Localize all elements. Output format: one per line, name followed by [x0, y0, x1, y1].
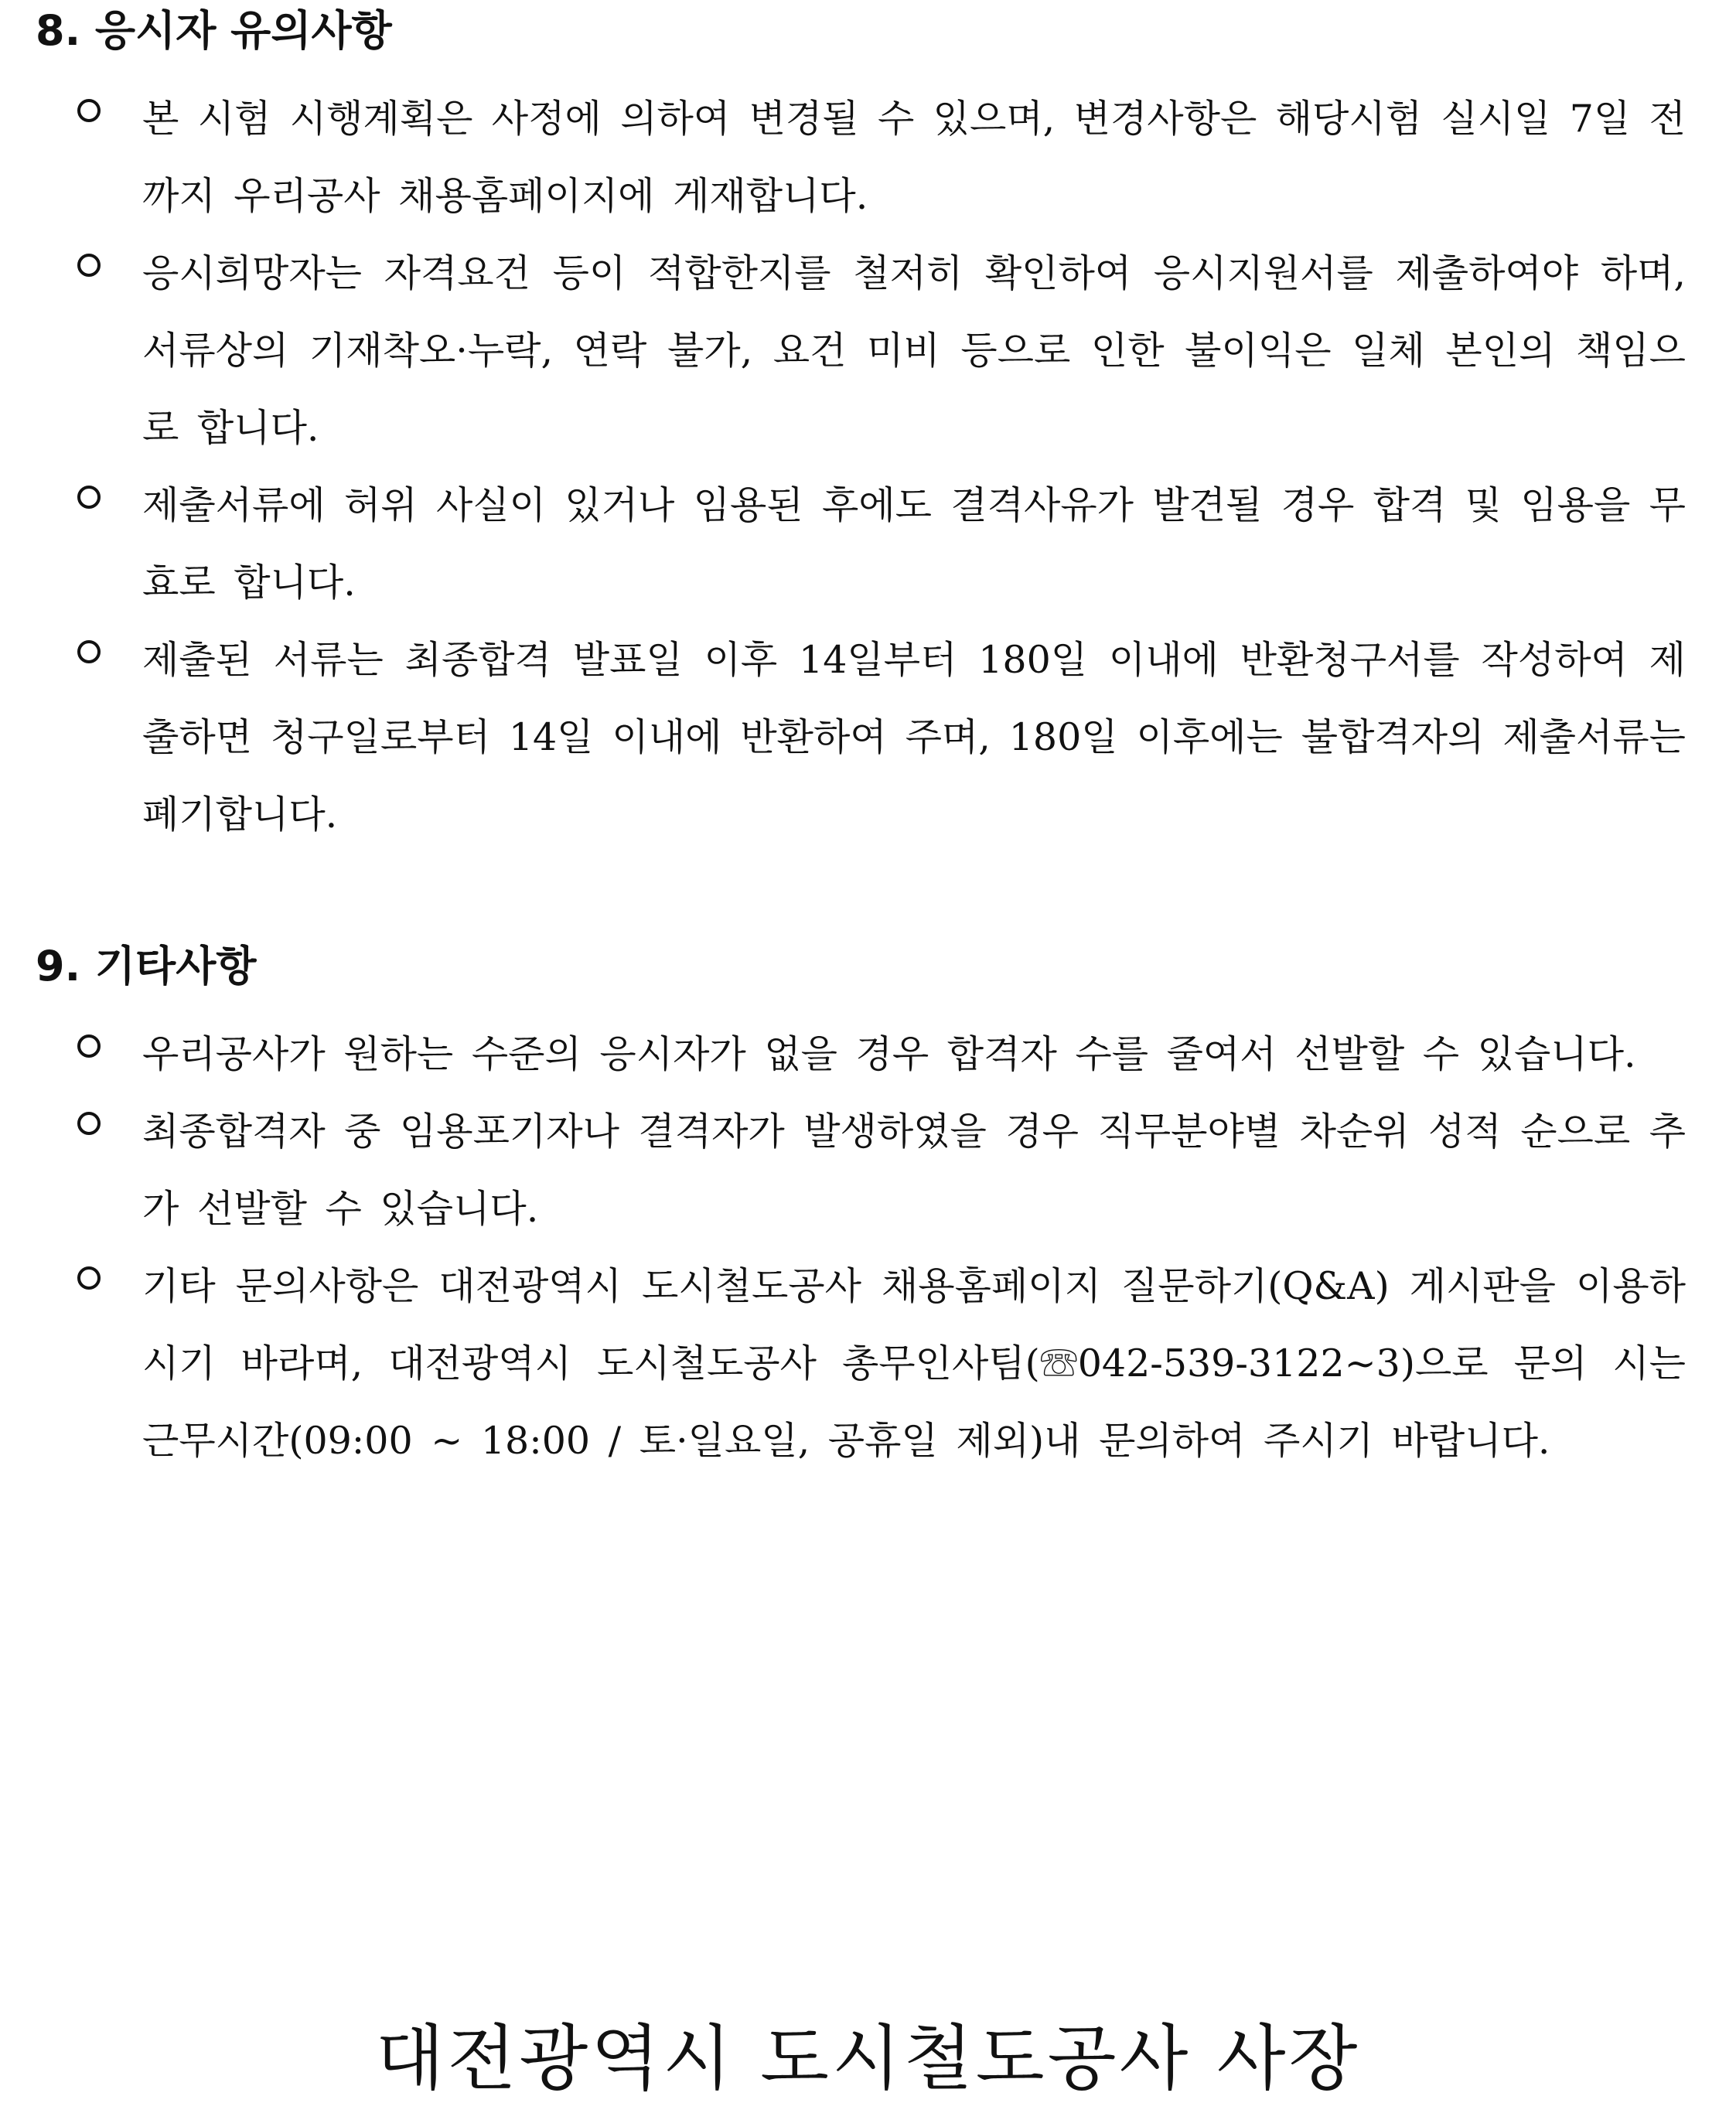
hollow-circle-bullet-icon: [77, 640, 101, 663]
item-text: 제출서류에 허위 사실이 있거나 임용된 후에도 결격사유가 발견될 경우 합격 및 임용을 무효로 합니다.: [142, 483, 1686, 605]
section-8-item-3: [77, 467, 1686, 622]
hollow-circle-bullet-icon: [77, 486, 101, 509]
section-8-title: 8. 응시자 유의사항: [36, 6, 392, 55]
item-text: 기타 문의사항은 대전광역시 도시철도공사 채용홈페이지 질문하기(Q&A) 게시판을 이용하시기 바라며, 대전광역시 도시철도공사 총무인사팀(☏042-539-3122~3)으로 문의 시는 근무시간(09:00 ~ 18:00 / 토·일요일, 공휴일 제외)내 문의하여 주시기 바랍니다.: [142, 1264, 1686, 1463]
section-8-item-1: [77, 80, 1686, 235]
section-9-item-1: [77, 1016, 1686, 1093]
item-text: 본 시험 시행계획은 사정에 의하여 변경될 수 있으며, 변경사항은 해당시험 실시일 7일 전까지 우리공사 채용홈페이지에 게재합니다.: [142, 97, 1686, 218]
hollow-circle-bullet-icon: [77, 1266, 101, 1290]
issuer-signature: 대전광역시 도시철도공사 사장: [375, 2017, 1361, 2100]
item-text: 응시희망자는 자격요건 등이 적합한지를 철저히 확인하여 응시지원서를 제출하여야 하며, 서류상의 기재착오·누락, 연락 불가, 요건 미비 등으로 인한 불이익은 일체 본인의 책임으로 합니다.: [142, 251, 1686, 450]
item-text: 제출된 서류는 최종합격 발표일 이후 14일부터 180일 이내에 반환청구서를 작성하여 제출하면 청구일로부터 14일 이내에 반환하여 주며, 180일 이후에는 불합격자의 제출서류는 폐기합니다.: [142, 638, 1686, 837]
section-9-title: 9. 기타사항: [36, 942, 257, 990]
item-text: 우리공사가 원하는 수준의 응시자가 없을 경우 합격자 수를 줄여서 선발할 수 있습니다.: [142, 1032, 1636, 1076]
hollow-circle-bullet-icon: [77, 254, 101, 277]
section-8-item-2: [77, 235, 1686, 467]
hollow-circle-bullet-icon: [77, 1112, 101, 1135]
section-8-item-4: [77, 622, 1686, 854]
hollow-circle-bullet-icon: [77, 99, 101, 122]
section-9-item-2: [77, 1093, 1686, 1248]
section-9-item-3: [77, 1248, 1686, 1480]
item-text: 최종합격자 중 임용포기자나 결격자가 발생하였을 경우 직무분야별 차순위 성적 순으로 추가 선발할 수 있습니다.: [142, 1109, 1686, 1231]
hollow-circle-bullet-icon: [77, 1034, 101, 1058]
